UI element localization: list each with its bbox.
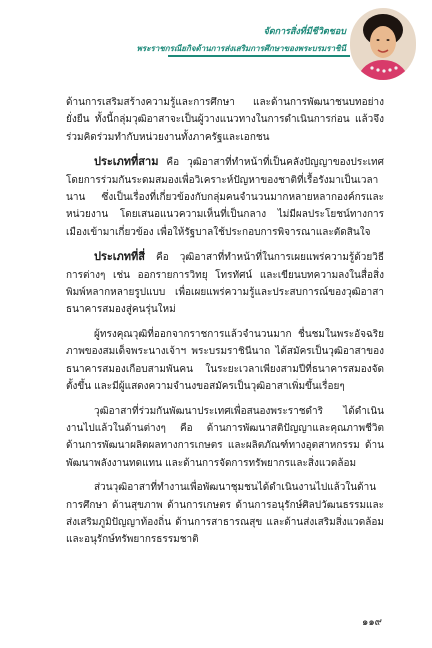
paragraph-text: คือ วุฒิอาสาที่ทำหน้าที่เป็นคลังปัญญาของประเทศ โดยการร่วมกันระดมสมองเพื่อวิเคราะห์ปัญหาของชาติที่เรื้อรังมาเป็นเวลานาน ซึ่งเป็นเรื่องที่เกี่ยวข้องกับกลุ่มคนจำนวนมากหลายหลากองค์กรและหน่วยงาน โดยเสนอแนวความเห็นที่เป็นกลาง ไม่มีผลประโยชน์ทางการเมืองเข้ามาเกี่ยวข้อง เพื่อให้รัฐบาลใช้ประกอบการพิจารณาและตัดสินใจ (66, 157, 384, 238)
header-subtitle: พระราชกรณียกิจด้านการส่งเสริมการศึกษาของพระบรมราชินี (136, 44, 346, 53)
paragraph-lead: ประเภทที่สาม (94, 155, 159, 169)
header-title: จัดการสิ่งที่มีชีวิตชอบ (263, 27, 346, 37)
paragraph (66, 479, 384, 549)
paragraph-text: ผู้ทรงคุณวุฒิที่ออกจากราชการแล้วจำนวนมาก ชื่นชมในพระอัจฉริยภาพของสมเด็จพระนางเจ้าฯ พระบรมราชินีนาถ ได้สมัครเป็นวุฒิอาสาของธนาคารสมองเกือบสามพันคน ในระยะเวลาเพียงสามปีที่ธนาคารสมองจัดตั้งขึ้น และมีผู้แสดงความจำนงขอสมัครเป็นวุฒิอาสาเพิ่มขึ้นเรื่อยๆ (66, 328, 384, 393)
paragraph-text: ด้านการเสริมสร้างความรู้และการศึกษา และด้านการพัฒนาชนบทอย่างยั่งยืน ทั้งนี้กลุ่มวุฒิอาสาจะเป็นผู้วางแนวทางในการดำเนินการก่อน แล้วจึงร่วมคิดร่วมทำกับหน่วยงานทั้งภาครัฐและเอกชน (66, 97, 384, 143)
paragraph-text: ส่วนวุฒิอาสาที่ทำงานเพื่อพัฒนาชุมชนได้ดำเนินงานไปแล้วในด้านการศึกษา ด้านสุขภาพ ด้านการเกษตร ด้านการอนุรักษ์ศิลปวัฒนธรรมและส่งเสริมภูมิปัญญาท้องถิ่น ด้านการสาธารณสุข และด้านส่งเสริมสิ่งแวดล้อมและอนุรักษ์ทรัพยากรธรรมชาติ (66, 482, 384, 546)
portrait-photo (350, 8, 416, 80)
header-rule (168, 55, 350, 57)
page-number: ๑๑๙ (361, 617, 382, 628)
paragraph (66, 153, 384, 241)
paragraph (66, 403, 384, 473)
page-body (66, 94, 384, 556)
paragraph-text: คือ วุฒิอาสาที่ทำหน้าที่ในการเผยแพร่ความรู้ด้วยวิธีการต่างๆ เช่น ออกรายการวิทยุ โทรทัศน์ และเขียนบทความลงในสื่อสิ่งพิมพ์หลากหลายรูปแบบ เพื่อเผยแพร่ความรู้และประสบการณ์ของวุฒิอาสาธนาคารสมองสู่คนรุ่นใหม่ (66, 252, 384, 316)
paragraph (66, 94, 384, 146)
paragraph-lead: ประเภทที่สี่ (94, 250, 146, 264)
paragraph (66, 248, 384, 319)
paragraph (66, 326, 384, 396)
page-header (0, 0, 432, 86)
paragraph-text: วุฒิอาสาที่ร่วมกันพัฒนาประเทศเพื่อสนองพระราชดำริ ได้ดำเนินงานไปแล้วในด้านต่างๆ คือ ด้านการพัฒนาสติปัญญาและคุณภาพชีวิต ด้านการพัฒนาผลิตผลทางการเกษตร และผลิตภัณฑ์ทางอุตสาหกรรม ด้านพัฒนาพลังงานทดแทน และด้านการจัดการทรัพยากรและสิ่งแวดล้อม (66, 405, 384, 469)
